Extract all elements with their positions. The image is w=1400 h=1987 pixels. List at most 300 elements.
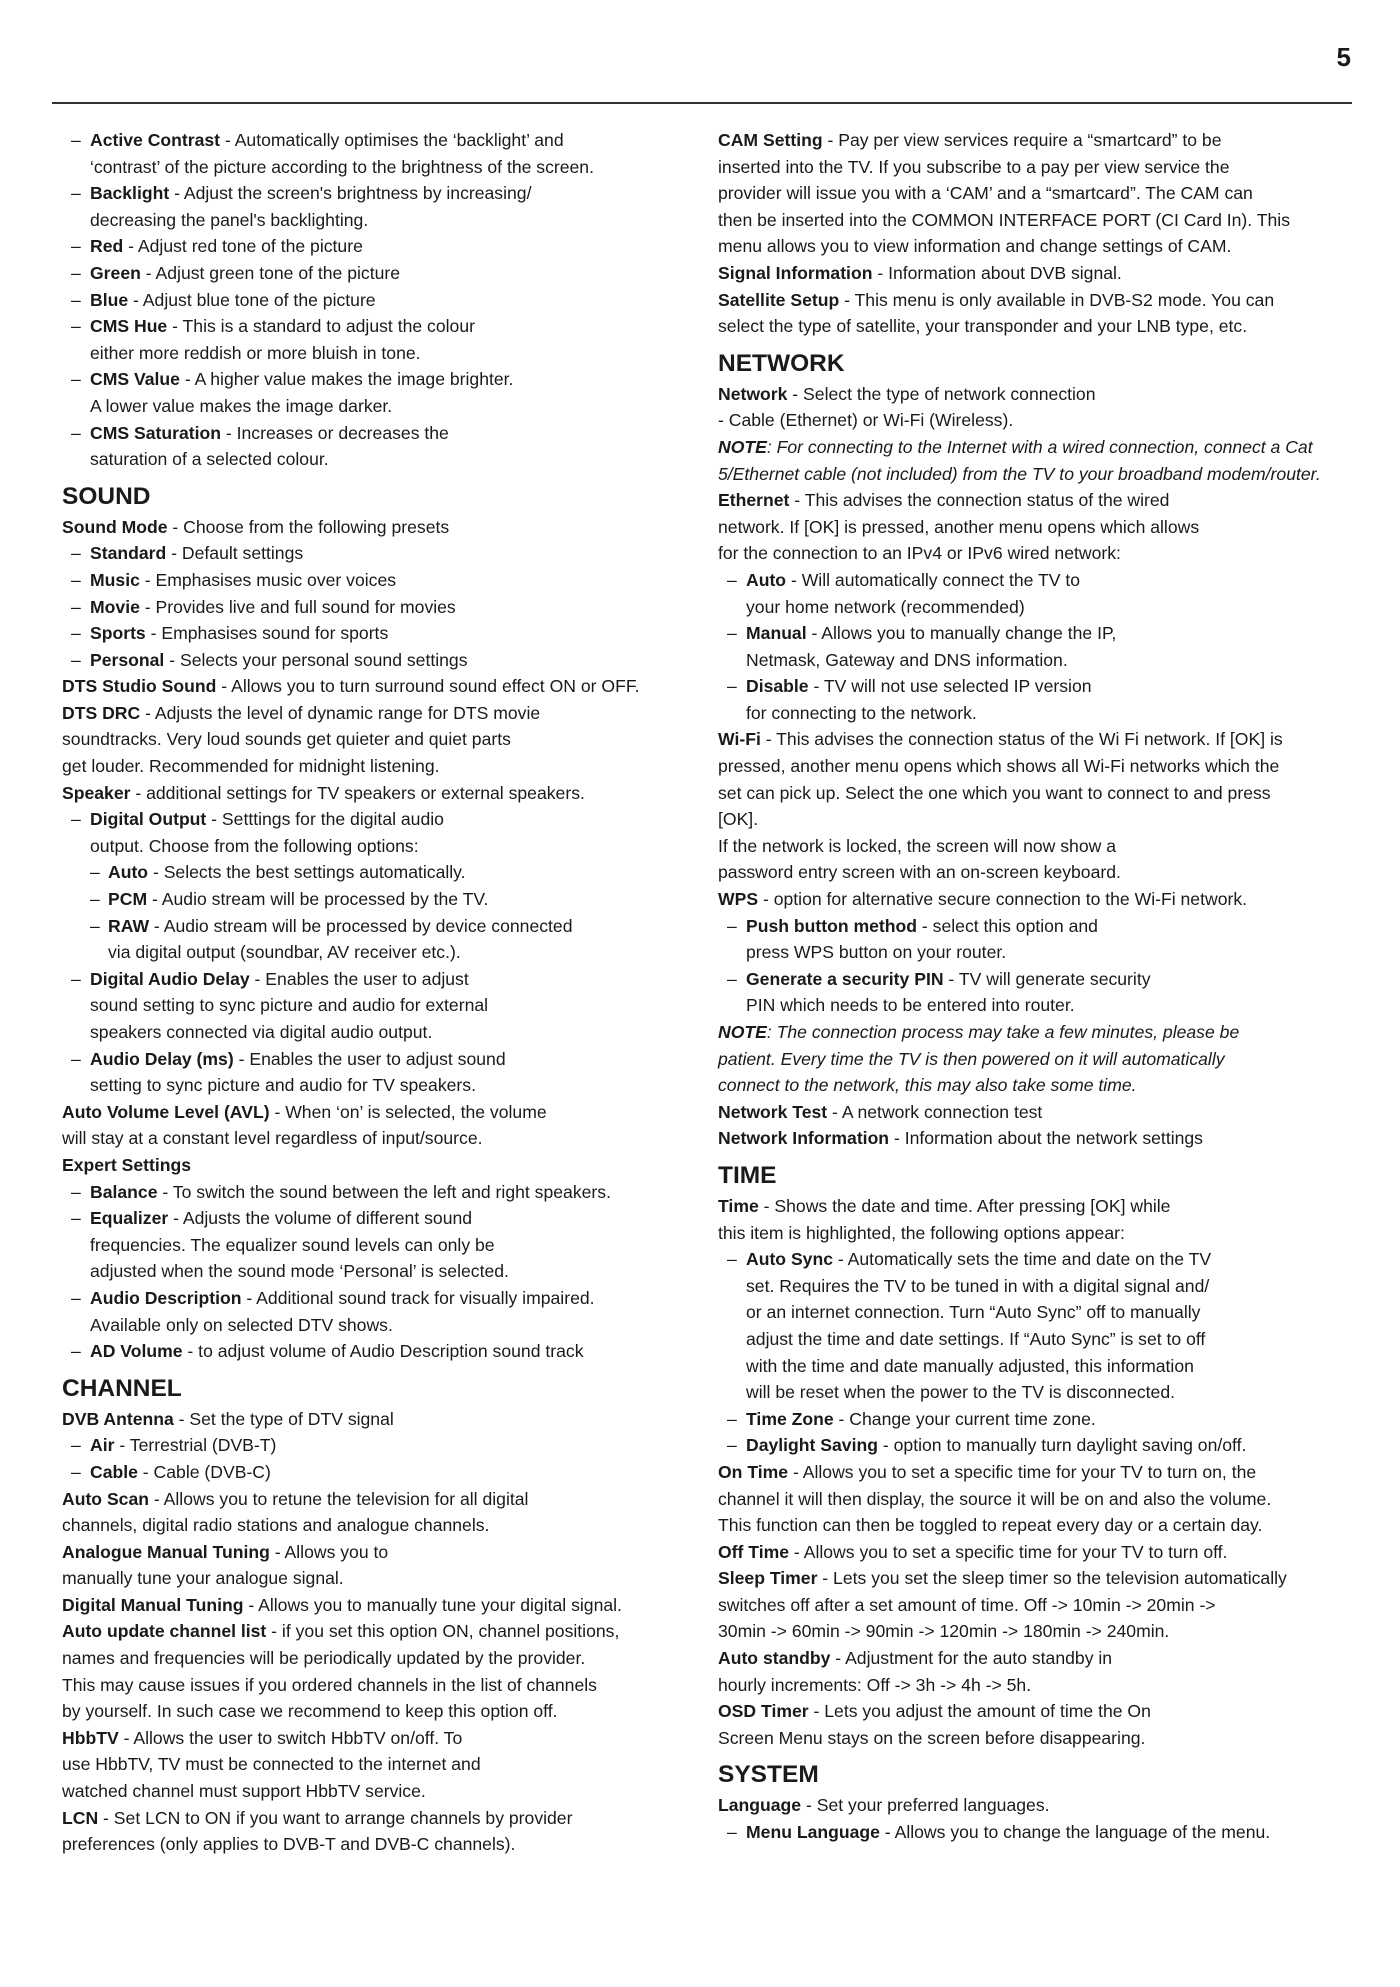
note-text [718,1072,1360,1099]
text-line [718,886,1360,913]
text-line [62,1099,694,1126]
right-column [718,127,1360,1846]
description: - Allows you to [269,1541,389,1562]
description: - Set your preferred languages. [801,1795,1050,1816]
list-item [62,1046,694,1073]
text-line [718,313,1360,340]
description: 30min -> 60min -> 90min -> 120min -> 180min -> 240min. [718,1621,1170,1642]
description: - Adjusts the level of dynamic range for DTS movie [140,702,541,723]
list-item [718,620,1360,647]
description: with the time and date manually adjusted, this information [746,1355,1194,1376]
description: - Allows you to retune the television for all digital [149,1488,529,1509]
term: Personal [90,649,165,670]
description: by yourself. In such case we recommend to keep this option off. [62,1701,558,1722]
description: - Selects your personal sound settings [164,649,468,670]
text-line [62,1406,694,1433]
list-item-continuation [718,992,1360,1019]
term: CMS Saturation [90,422,221,443]
description: either more reddish or more bluish in tone. [90,342,421,363]
description: hourly increments: Off -> 3h -> 4h -> 5h. [718,1674,1032,1695]
page-number: 5 [1336,42,1351,72]
description: - Automatically sets the time and date on the TV [833,1249,1212,1270]
description: - Lets you adjust the amount of time the On [808,1701,1151,1722]
list-item-continuation [718,647,1360,674]
description: saturation of a selected colour. [90,449,329,470]
list-item [62,966,694,993]
term: Manual [746,623,807,644]
dash-bullet: – [71,369,81,390]
list-item-continuation [62,1019,694,1046]
list-item-continuation [62,207,694,234]
text-line [718,287,1360,314]
dash-bullet: – [71,1461,81,1482]
header-rule [52,102,1352,104]
term: Air [90,1435,115,1456]
list-item-continuation [62,1258,694,1285]
term: On Time [718,1461,789,1482]
term: Disable [746,676,809,697]
term: Active Contrast [90,130,221,150]
term: Audio Description [90,1287,242,1308]
description: your home network (recommended) [746,596,1025,617]
text-line [62,1618,694,1645]
text-line [718,1618,1360,1645]
description: menu allows you to view information and change settings of CAM. [718,236,1232,257]
text-line [718,180,1360,207]
term: PCM [108,889,148,910]
list-item-continuation [62,1232,694,1259]
term: CAM Setting [718,130,823,150]
description: - Adjust red tone of the picture [123,236,363,257]
term: Auto [108,862,149,883]
left-column [62,127,694,1858]
description: - Automatically optimises the ‘backlight’ and [220,130,564,150]
term: DTS DRC [62,702,141,723]
description: - This advises the connection status of the Wi Fi network. If [OK] is [760,729,1283,750]
list-item [62,1432,694,1459]
description: - Choose from the following presets [167,516,450,537]
description: - Adjust blue tone of the picture [128,289,376,310]
description: - Provides live and full sound for movies [139,596,456,617]
term: Push button method [746,915,918,936]
term: Network Test [718,1101,828,1122]
description: - When ‘on’ is selected, the volume [269,1101,547,1122]
description: - Adjust green tone of the picture [140,262,401,283]
text-line [62,700,694,727]
description: set. Requires the TV to be tuned in with a digital signal and/ [746,1275,1210,1296]
dash-bullet: – [71,1287,81,1308]
dash-bullet: – [71,649,81,670]
description: will be reset when the power to the TV is disconnected. [746,1382,1176,1403]
text-line [62,726,694,753]
text-line [62,1751,694,1778]
text-line [718,1193,1360,1220]
note-text [718,434,1360,461]
list-item-continuation [718,1379,1360,1406]
dash-bullet: – [727,569,737,590]
list-item [62,127,694,154]
term: Off Time [718,1541,790,1562]
description: setting to sync picture and audio for TV speakers. [90,1075,476,1096]
description: - A network connection test [827,1101,1043,1122]
description: will stay at a constant level regardless of input/source. [62,1128,483,1149]
description: - Emphasises sound for sports [145,623,389,644]
term: AD Volume [90,1341,183,1362]
term: OSD Timer [718,1701,809,1722]
term: CMS Hue [90,316,168,337]
list-item [718,913,1360,940]
description: - Additional sound track for visually impaired. [241,1287,595,1308]
term: Cable [90,1461,138,1482]
description: - Terrestrial (DVB-T) [114,1435,277,1456]
description: - Increases or decreases the [220,422,449,443]
note-text [718,1046,1360,1073]
term: Auto Sync [746,1249,833,1270]
description: ‘contrast’ of the picture according to the brightness of the screen. [90,156,594,177]
text-line [718,233,1360,260]
text-line [718,207,1360,234]
description: manually tune your analogue signal. [62,1568,344,1589]
term: Expert Settings [62,1154,192,1175]
dash-bullet: – [727,676,737,697]
dash-bullet: – [71,569,81,590]
description: - Information about the network settings [889,1128,1203,1149]
dash-bullet: – [71,183,81,204]
dash-bullet: – [71,623,81,644]
description: sound setting to sync picture and audio for external [90,995,489,1016]
description: : The connection process may take a few minutes, please be [766,1022,1240,1042]
text-line [718,1645,1360,1672]
term: Audio Delay (ms) [90,1048,234,1069]
text-line [718,859,1360,886]
text-line [718,1459,1360,1486]
term: Backlight [90,183,170,204]
list-item [718,1819,1360,1846]
text-line [718,1792,1360,1819]
term: Wi-Fi [718,729,761,750]
text-line [718,753,1360,780]
description: press WPS button on your router. [746,942,1007,963]
text-line [62,780,694,807]
term: Digital Audio Delay [90,968,250,989]
term: Auto standby [718,1648,831,1669]
text-line [718,487,1360,514]
description: [OK]. [718,809,759,830]
dash-bullet: – [71,1435,81,1456]
dash-bullet: – [71,422,81,443]
description: - Enables the user to adjust [249,968,469,989]
text-line [62,1512,694,1539]
term: Music [90,569,140,590]
term: Menu Language [746,1822,880,1843]
list-item [62,567,694,594]
dash-bullet: – [71,289,81,310]
text-line [718,833,1360,860]
term: Time [718,1195,759,1216]
list-item [62,1179,694,1206]
description: - Set LCN to ON if you want to arrange channels by provider [98,1807,573,1828]
text-line [62,514,694,541]
term: Sound Mode [62,516,168,537]
description: This function can then be toggled to repeat every day or a certain day. [718,1515,1263,1536]
description: - Adjustment for the auto standby in [830,1648,1113,1669]
text-line [718,260,1360,287]
text-line [62,1486,694,1513]
description: - Setttings for the digital audio [206,809,444,830]
description: - Adjusts the volume of different sound [168,1208,473,1229]
term: Green [90,262,141,283]
description: adjust the time and date settings. If “Auto Sync” is set to off [746,1328,1206,1349]
description: - TV will generate security [943,968,1151,989]
text-line [718,1672,1360,1699]
text-line [718,154,1360,181]
text-line [62,1565,694,1592]
list-item [62,1285,694,1312]
dash-bullet: – [90,862,100,883]
text-line [718,726,1360,753]
text-line [718,1099,1360,1126]
list-item-continuation [62,939,694,966]
description: - Allows you to change the language of the menu. [879,1822,1271,1843]
text-line [62,1725,694,1752]
description: - option for alternative secure connection to the Wi-Fi network. [758,889,1248,910]
term: WPS [718,889,759,910]
text-line [718,1565,1360,1592]
description: - to adjust volume of Audio Description sound track [182,1341,584,1362]
text-line [718,1125,1360,1152]
list-item [62,859,694,886]
description: decreasing the panel's backlighting. [90,209,369,230]
description: preferences (only applies to DVB-T and DVB-C channels). [62,1834,516,1855]
term: Standard [90,543,167,564]
description: for connecting to the network. [746,702,977,723]
dash-bullet: – [71,316,81,337]
list-item [62,594,694,621]
term: Auto Scan [62,1488,149,1509]
note-text [718,1019,1360,1046]
term: Digital Manual Tuning [62,1594,244,1615]
description: - Allows the user to switch HbbTV on/off. To [118,1727,463,1748]
description: This may cause issues if you ordered channels in the list of channels [62,1674,597,1695]
description: - Allows you to manually change the IP, [806,623,1117,644]
term: CMS Value [90,369,180,390]
list-item [718,673,1360,700]
text-line [62,673,694,700]
text-line [718,540,1360,567]
description: get louder. Recommended for midnight listening. [62,756,440,777]
term: DTS Studio Sound [62,676,217,697]
list-item [62,366,694,393]
dash-bullet: – [727,1822,737,1843]
text-line [62,1831,694,1858]
description: soundtracks. Very loud sounds get quieter and quiet parts [62,729,511,750]
term: HbbTV [62,1727,119,1748]
list-item-continuation [718,1353,1360,1380]
list-item-continuation [62,393,694,420]
list-item [62,313,694,340]
dash-bullet: – [71,968,81,989]
text-line [62,1645,694,1672]
term: Analogue Manual Tuning [62,1541,270,1562]
list-item [62,913,694,940]
description: - Cable (DVB-C) [137,1461,271,1482]
list-item [62,1338,694,1365]
description: network. If [OK] is pressed, another menu opens which allows [718,516,1200,537]
list-item-continuation [718,594,1360,621]
description: - Adjust the screen's brightness by increasing/ [169,183,532,204]
list-item [62,620,694,647]
list-item-continuation [62,1312,694,1339]
term: Network [718,383,788,404]
dash-bullet: – [727,968,737,989]
list-item [62,420,694,447]
description: Netmask, Gateway and DNS information. [746,649,1068,670]
text-line [718,1512,1360,1539]
text-line [62,1805,694,1832]
list-item-continuation [62,833,694,860]
dash-bullet: – [90,889,100,910]
term: Red [90,236,124,257]
list-item [62,806,694,833]
description: - Audio stream will be processed by device connected [149,915,573,936]
text-line [62,1672,694,1699]
description: - additional settings for TV speakers or external speakers. [130,782,585,803]
term: Language [718,1795,802,1816]
description: names and frequencies will be periodically updated by the provider. [62,1648,586,1669]
description: - select this option and [917,915,1098,936]
text-line [718,780,1360,807]
list-item-continuation [718,700,1360,727]
description: - A higher value makes the image brighter. [179,369,514,390]
text-line [718,1486,1360,1513]
description: - Allows you to manually tune your digital signal. [243,1594,622,1615]
list-item [718,567,1360,594]
description: - Set the type of DTV signal [173,1408,394,1429]
term: Auto Volume Level (AVL) [62,1101,270,1122]
description: - Allows you to set a specific time for your TV to turn on, the [788,1461,1257,1482]
list-item-continuation [718,1299,1360,1326]
description: connect to the network, this may also take some time. [718,1075,1137,1096]
list-item-continuation [718,939,1360,966]
term: Sleep Timer [718,1568,818,1589]
dash-bullet: – [71,543,81,564]
description: or an internet connection. Turn “Auto Sync” off to manually [746,1302,1201,1323]
description: frequencies. The equalizer sound levels can only be [90,1234,495,1255]
dash-bullet: – [71,809,81,830]
text-line [718,1539,1360,1566]
text-line [718,1698,1360,1725]
list-item [62,180,694,207]
description: If the network is locked, the screen will now show a [718,835,1116,856]
description: 5/Ethernet cable (not included) from the TV to your broadband modem/router. [718,463,1321,484]
description: - Shows the date and time. After pressing [OK] while [758,1195,1171,1216]
text-line [718,806,1360,833]
section-heading: NETWORK [718,349,845,377]
description: - This menu is only available in DVB-S2 mode. You can [839,289,1275,310]
dash-bullet: – [90,915,100,936]
term: Ethernet [718,490,790,511]
description: - This advises the connection status of the wired [789,490,1170,511]
term: DVB Antenna [62,1408,174,1429]
section-heading: TIME [718,1161,777,1189]
description: - Default settings [166,543,304,564]
description: - To switch the sound between the left and right speakers. [157,1181,611,1202]
description: - Enables the user to adjust sound [233,1048,506,1069]
text-line [718,514,1360,541]
description: password entry screen with an on-screen keyboard. [718,862,1121,883]
description: - Select the type of network connection [787,383,1096,404]
description: this item is highlighted, the following options appear: [718,1222,1125,1243]
list-item [62,233,694,260]
dash-bullet: – [71,1208,81,1229]
list-item-continuation [718,1273,1360,1300]
term: Satellite Setup [718,289,840,310]
dash-bullet: – [71,1181,81,1202]
description: - Information about DVB signal. [872,262,1122,283]
description: PIN which needs to be entered into router. [746,995,1075,1016]
term: NOTE [718,436,767,457]
description: channels, digital radio stations and analogue channels. [62,1515,490,1536]
description: - Will automatically connect the TV to [786,569,1081,590]
text-line [718,1725,1360,1752]
term: Sports [90,623,146,644]
dash-bullet: – [727,1435,737,1456]
list-item-continuation [62,446,694,473]
term: Network Information [718,1128,890,1149]
list-item [62,1459,694,1486]
description: - Allows you to set a specific time for your TV to turn off. [789,1541,1228,1562]
text-line [62,1698,694,1725]
term: Auto update channel list [62,1621,267,1642]
dash-bullet: – [71,596,81,617]
list-item-continuation [62,1072,694,1099]
description: - Lets you set the sleep timer so the television automatically [817,1568,1287,1589]
term: Movie [90,596,140,617]
dash-bullet: – [727,1249,737,1270]
dash-bullet: – [727,1408,737,1429]
term: Balance [90,1181,158,1202]
term: LCN [62,1807,99,1828]
list-item [62,260,694,287]
list-item [62,540,694,567]
term: NOTE [718,1022,767,1042]
description: switches off after a set amount of time. Off -> 10min -> 20min -> [718,1594,1216,1615]
description: pressed, another menu opens which shows all Wi-Fi networks which the [718,756,1280,777]
description: then be inserted into the COMMON INTERFACE PORT (CI Card In). This [718,209,1290,230]
text-line [718,381,1360,408]
dash-bullet: – [71,130,81,150]
description: - Change your current time zone. [833,1408,1096,1429]
list-item-continuation [62,992,694,1019]
term: Digital Output [90,809,207,830]
list-item-continuation [718,1326,1360,1353]
term: Auto [746,569,787,590]
text-line [62,1778,694,1805]
text-line [62,753,694,780]
text-line [718,407,1360,434]
description: patient. Every time the TV is then powered on it will automatically [718,1048,1225,1069]
description: - option to manually turn daylight saving on/off. [877,1435,1247,1456]
text-line [62,1152,694,1179]
list-item [718,1432,1360,1459]
description: - Selects the best settings automatically. [148,862,466,883]
dash-bullet: – [71,262,81,283]
dash-bullet: – [71,1341,81,1362]
list-item [62,647,694,674]
list-item-continuation [62,340,694,367]
description: - Audio stream will be processed by the TV. [147,889,489,910]
list-item [718,1246,1360,1273]
